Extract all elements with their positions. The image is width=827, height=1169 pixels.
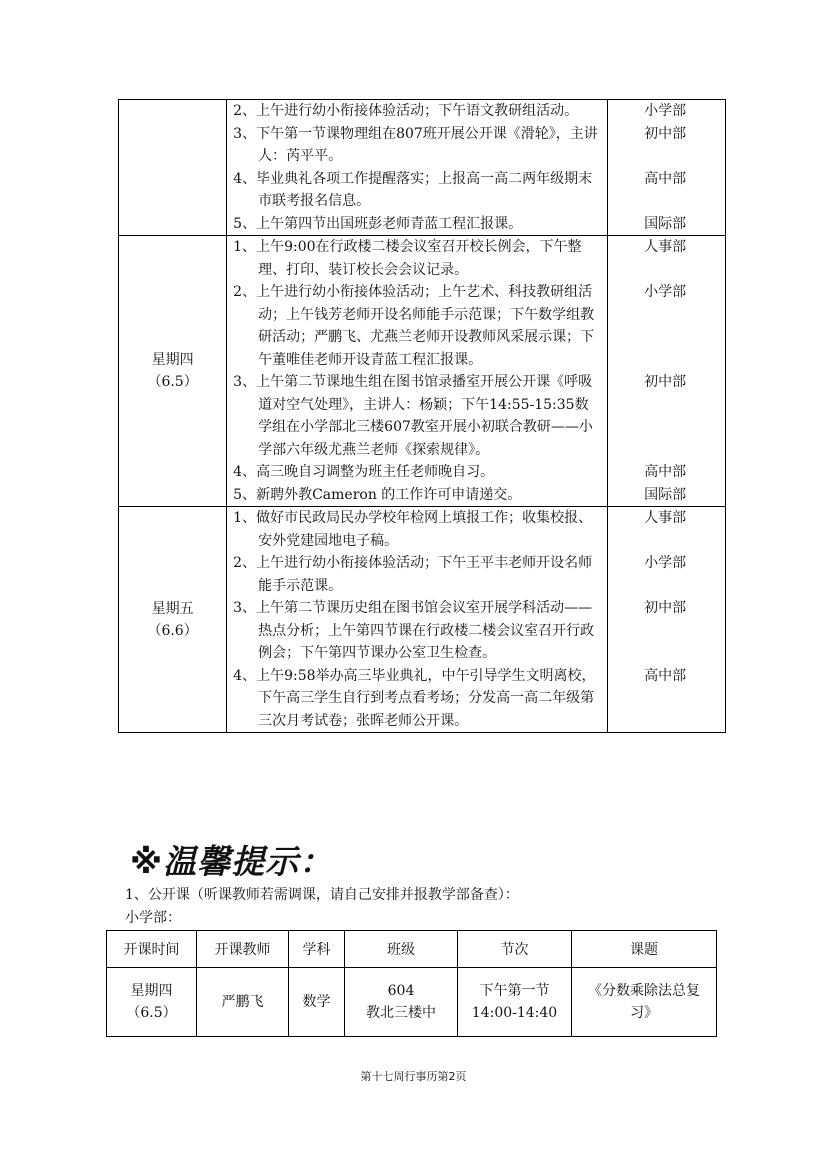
item-text: 4、毕业典礼各项工作提醒落实；上报高一高二两年级期末市联考报名信息。 [233, 170, 593, 209]
cell-topic: 《分数乘除法总复习》 [572, 968, 717, 1037]
time-date: （6.5） [126, 1005, 177, 1021]
cell-class [345, 968, 458, 1037]
list-item [227, 168, 725, 213]
item-text: 3、上午第二节课地生组在图书馆录播室开展公开课《呼吸道对空气处理》，主讲人：杨颖；下午14:55-15:35数学组在小学部北三楼607教室开展小初联合教研——小学部六年级尤燕兰老师《探索规律》。 [233, 374, 593, 458]
item-department: 初中部 [644, 374, 687, 390]
cell-teacher: 严鹏飞 [197, 968, 289, 1037]
list-item [227, 100, 725, 123]
item-department: 小学部 [644, 284, 687, 300]
item-text: 2、上午进行幼小衔接体验活动；上午艺术、科技教研组活动；上午钱芳老师开设名师能手示范课；下午数学组教研活动；严鹏飞、尤燕兰老师开设教师风采展示课；下午董唯佳老师开设青蓝工程汇报课。 [233, 284, 595, 368]
header-teacher: 开课教师 [197, 931, 289, 968]
items-cell [227, 507, 726, 733]
item-text: 4、高三晚自习调整为班主任老师晚自习。 [233, 464, 495, 480]
day-cell [119, 100, 227, 236]
list-item [227, 507, 725, 552]
table-row [119, 236, 726, 507]
list-item [227, 552, 725, 597]
items-cell [227, 100, 726, 236]
item-text: 4、上午9:58举办高三毕业典礼，中午引导学生文明离校，下午高三学生自行到考点看考场；分发高一高二年级第三次月考试卷；张晖老师公开课。 [233, 667, 596, 729]
item-text: 2、上午进行幼小衔接体验活动；下午语文教研组活动。 [233, 103, 579, 119]
item-department: 初中部 [644, 125, 687, 142]
item-department: 人事部 [644, 239, 687, 255]
list-item [227, 123, 725, 168]
item-department: 小学部 [644, 103, 687, 119]
cell-subject: 数学 [289, 968, 345, 1037]
list-item [227, 461, 725, 484]
tips-title: ※温馨提示： [130, 842, 334, 881]
list-item [227, 371, 725, 461]
item-department: 高中部 [644, 464, 687, 480]
header-topic: 课题 [572, 931, 717, 968]
item-department: 国际部 [644, 486, 687, 503]
table-row [119, 507, 726, 733]
item-text: 1、上午9:00在行政楼二楼会议室召开校长例会，下午整理、打印、装订校长会会议记录。 [233, 239, 582, 278]
header-period: 节次 [458, 931, 572, 968]
period-name: 下午第一节 [479, 983, 550, 999]
day-date: （6.6） [147, 622, 198, 639]
cell-time [107, 968, 197, 1037]
item-text: 1、做好市民政局民办学校年检网上填报工作；收集校报、安外党建园地电子稿。 [233, 510, 593, 549]
day-label: 星期四 [151, 352, 194, 368]
item-department: 初中部 [644, 600, 687, 616]
item-text: 3、下午第一节课物理组在807班开展公开课《滑轮》，主讲人：芮平平。 [233, 125, 598, 164]
header-time: 开课时间 [107, 931, 197, 968]
class-number: 604 [387, 983, 415, 999]
list-item [227, 484, 725, 507]
item-text: 3、上午第二节课历史组在图书馆会议室开展学科活动——热点分析；上午第四节课在行政楼二楼会议室召开行政例会；下午第四节课办公室卫生检查。 [233, 600, 595, 661]
list-item [227, 236, 725, 281]
day-label: 星期五 [151, 600, 194, 617]
open-class-header-row [107, 931, 717, 968]
table-row [119, 100, 726, 236]
day-cell [119, 507, 227, 733]
page-footer: 第十七周行事历第2页 [360, 1070, 467, 1083]
item-department: 高中部 [644, 667, 687, 684]
item-department: 高中部 [644, 170, 687, 187]
item-department: 国际部 [644, 215, 687, 232]
item-text: 2、上午进行幼小衔接体验活动；下午王平丰老师开设名师能手示范课。 [233, 555, 593, 594]
period-time: 14:00-14:40 [471, 1005, 558, 1021]
item-department: 小学部 [644, 555, 687, 571]
table-row [107, 968, 717, 1037]
tips-note-open-class: 1、公开课（听课教师若需调课，请自己安排并报教学部备查）： [125, 887, 519, 903]
list-item [227, 213, 725, 236]
cell-period [458, 968, 572, 1037]
list-item [227, 597, 725, 665]
class-room: 教北三楼中 [366, 1005, 436, 1021]
item-text: 5、上午第四节出国班彭老师青蓝工程汇报课。 [233, 215, 523, 232]
item-text: 5、新聘外教Cameron 的工作许可申请递交。 [233, 486, 522, 503]
header-class: 班级 [345, 931, 458, 968]
day-date: （6.5） [147, 374, 198, 390]
header-subject: 学科 [289, 931, 345, 968]
schedule-table [118, 99, 726, 733]
list-item [227, 281, 725, 371]
list-item [227, 665, 725, 733]
time-day: 星期四 [130, 983, 173, 999]
tips-note-primary: 小学部： [125, 910, 181, 926]
items-cell [227, 236, 726, 507]
open-class-table [106, 930, 717, 1037]
day-cell [119, 236, 227, 507]
item-department: 人事部 [644, 510, 687, 526]
